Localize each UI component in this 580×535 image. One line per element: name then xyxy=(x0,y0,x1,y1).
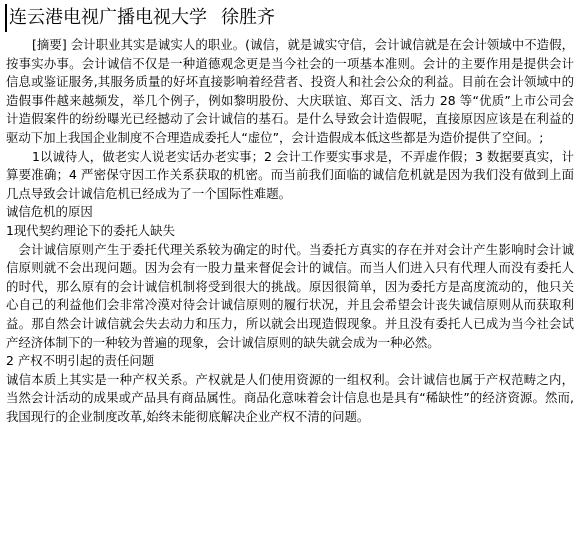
section-1-paragraph: 会计诚信原则产生于委托代理关系较为确定的时代。当委托方真实的存在并对会计产生影响时会计诚信原则就不会出现问题。因为会有一股力量来督促会计的诚信。而当人们进入只有代理人而没有委托人的时代，那么原有的会计诚信机制将受到很大的挑战。原因很简单，因为委托方是高度流动的，他只关心自己的利益他们会非常冷漠对待会计诚信原则的履行状况，并且会希望会计丧失诚信原则从而获取利益。那自然会计诚信就会失去动力和压力，所以就会出现造假现象。并且没有委托人已成为当今社会试产经济体制下的一种较为普遍的现象，会计诚信原则的缺失就会成为一种必然。 xyxy=(6,241,574,350)
abstract-paragraph: [摘要] 会计职业其实是诚实人的职业。(诚信，就是诚实守信，会计诚信就是在会计领域中不造假，按事实办事。会计诚信不仅是一种道德观念更是当今社会的一项基本准则。会计的主要作用是提供会计信息或鉴证服务,其服务质量的好坏直接影响着经营者、投资人和社会公众的利益。目前在会计领域中的造假事件越来越频发，举几个例子，例如黎明股份、大庆联谊、郑百文、活力 28 等“优质”上市公司会计造假案件的纷纷曝光已经撼动了会计诚信的基石。是什么导致会计造假呢，直接原因应该是在利益的驱动下加上我国企业制度不合理造成委托人“虚位”，会计造假成本低这些都是为造价提供了空间。; xyxy=(6,37,574,145)
document-title xyxy=(5,4,369,32)
document-body xyxy=(6,36,574,426)
heading-causes: 诚信危机的原因 xyxy=(6,204,93,220)
principles-paragraph: 1以诚待人，做老实人说老实话办老实事；2 会计工作要实事求是，不弄虚作假；3 数据要真实，计算要准确；4 严密保守因工作关系获取的机密。而当前我们面临的诚信危机就是因为我们没有做到上面几点导致会计诚信危机已经成为了一个国际性难题。 xyxy=(6,148,574,201)
title-author: 徐胜齐 xyxy=(221,7,275,28)
section-2-paragraph: 诚信本质上其实是一种产权关系。产权就是人们使用资源的一组权利。会计诚信也属于产权范畴之内，当然会计活动的成果或产品具有商品属性。商品化意味着会计信息也是具有“稀缺性”的经济资源。然而,我国现行的企业制度改革,始终未能彻底解决企业产权不清的问题。 xyxy=(6,371,574,424)
heading-section-1: 1现代契约理论下的委托人缺失 xyxy=(6,222,175,238)
title-organization: 连云港电视广播电视大学 xyxy=(9,7,207,28)
heading-section-2: 2 产权不明引起的责任问题 xyxy=(6,353,155,369)
